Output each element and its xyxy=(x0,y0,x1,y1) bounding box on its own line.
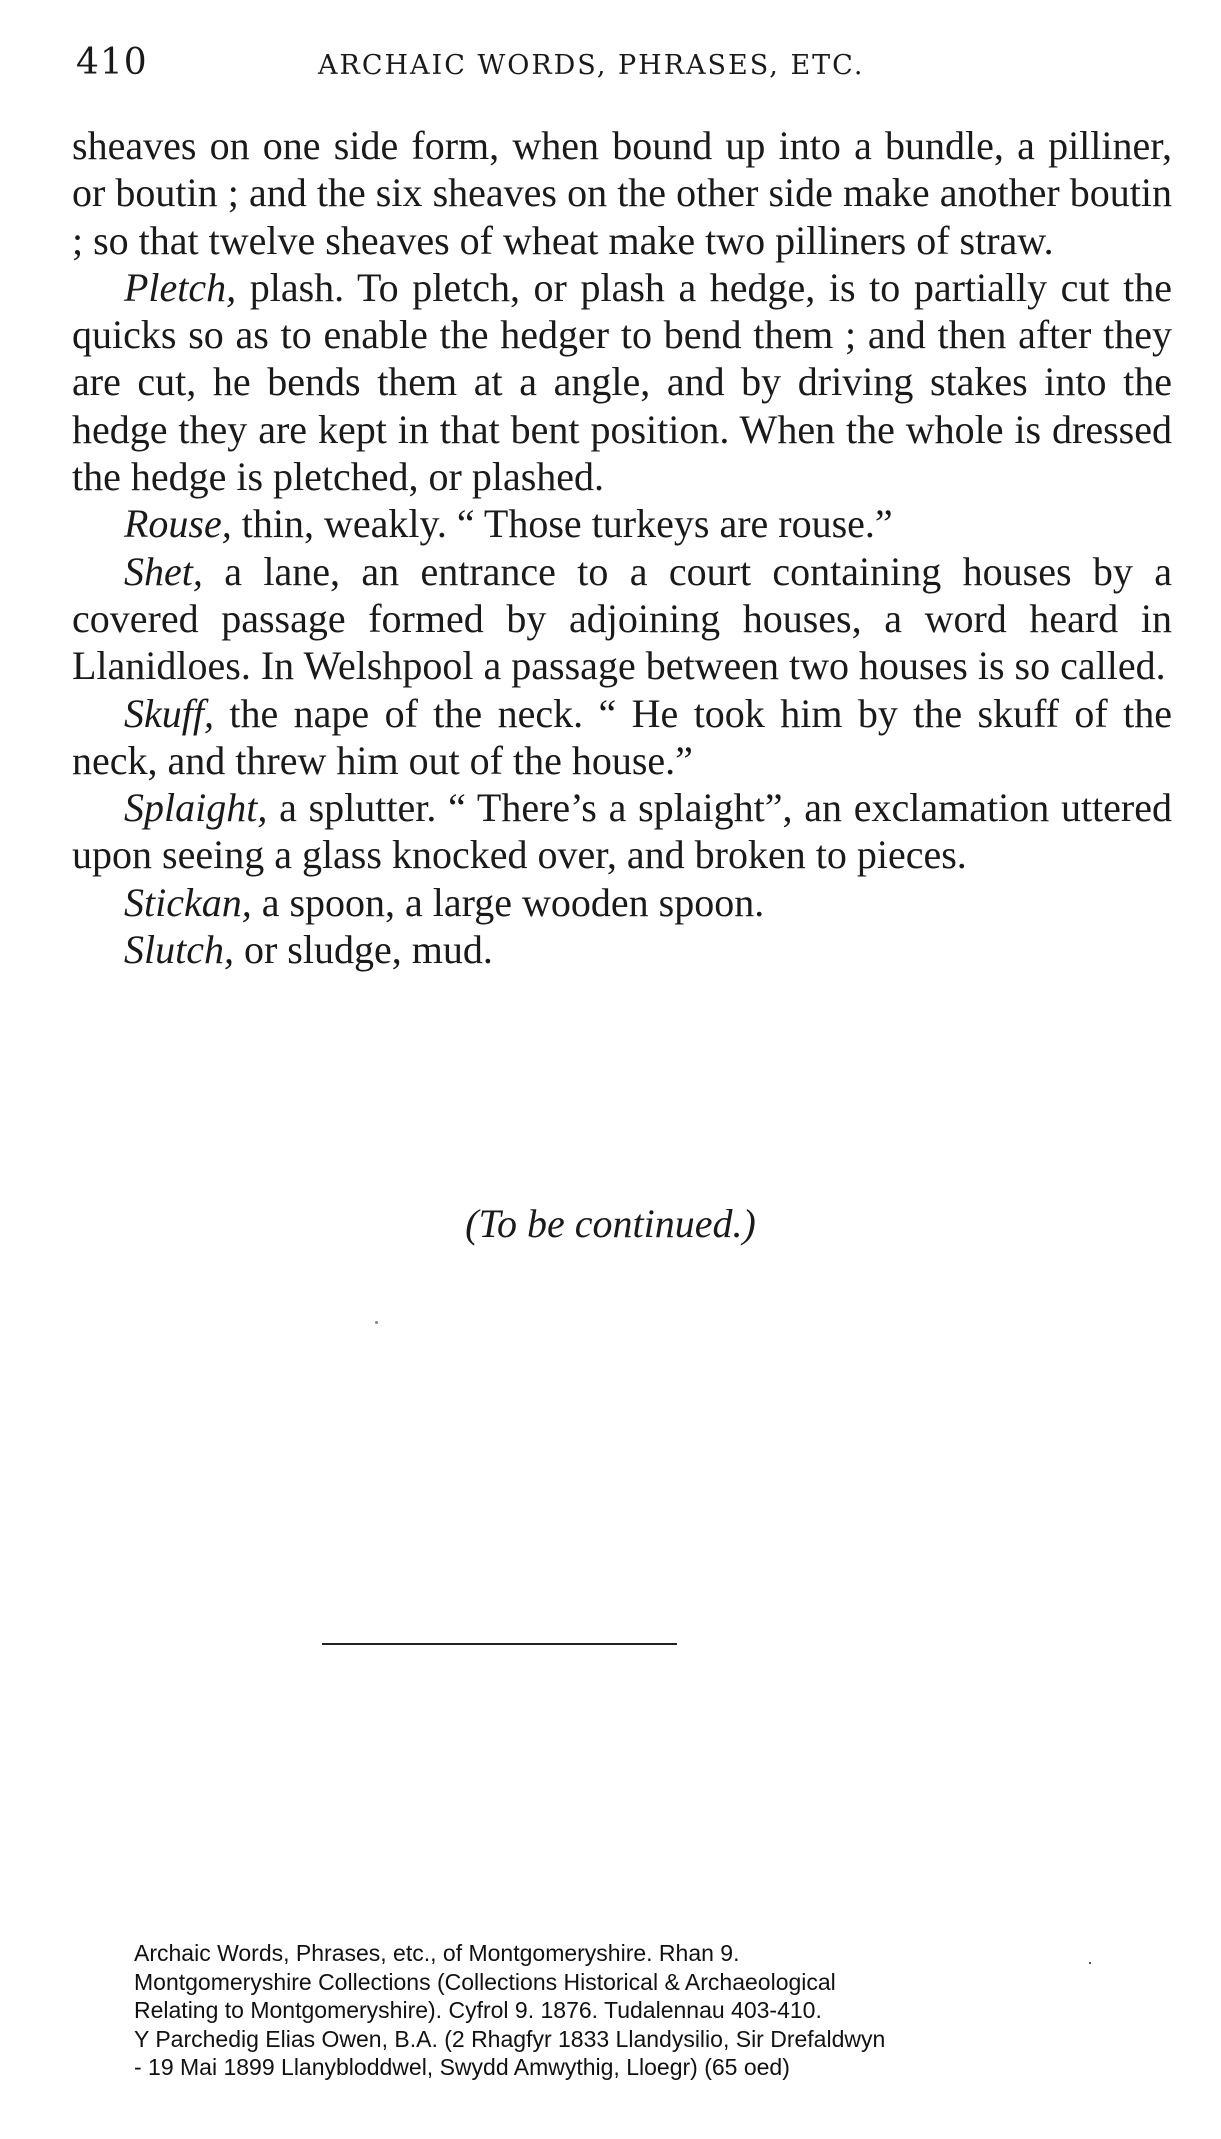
headword: Stickan, xyxy=(124,879,252,925)
citation-line: Relating to Montgomeryshire). Cyfrol 9. 1876. Tudalennau 403-410. xyxy=(134,1997,822,2023)
paragraph-continuation xyxy=(72,122,1172,264)
entry-skuff xyxy=(72,690,1172,785)
citation-footer xyxy=(134,1939,1134,2082)
definition-text: a splutter. “ There’s a splaight”, an exclamation uttered upon seeing a glass knocked over, and broken to pieces. xyxy=(72,785,1172,878)
entry-stickan xyxy=(72,879,1172,926)
definition-text: thin, weakly. “ Those turkeys are rouse.” xyxy=(231,501,893,547)
stray-mark xyxy=(1089,1962,1091,1964)
entry-splaight xyxy=(72,784,1172,879)
running-head: ARCHAIC WORDS, PHRASES, ETC. xyxy=(318,50,865,81)
paragraph-text: sheaves on one side form, when bound up into a bundle, a pilliner, or boutin ; and the six sheaves on the other side make another boutin ; so that twelve sheaves of wheat make two pilliners of straw. xyxy=(72,123,1172,263)
entry-shet xyxy=(72,548,1172,690)
citation-line: Archaic Words, Phrases, etc., of Montgomeryshire. Rhan 9. xyxy=(134,1940,740,1966)
definition-text: a spoon, a large wooden spoon. xyxy=(251,879,765,925)
citation-line: Y Parchedig Elias Owen, B.A. (2 Rhagfyr 1833 Llandysilio, Sir Drefaldwyn xyxy=(134,2025,886,2052)
headword: Slutch, xyxy=(124,927,234,973)
page-number: 410 xyxy=(76,42,148,83)
definition-text: a lane, an entrance to a court containing houses by a covered passage formed by adjoining houses, a word heard in Llanidloes. In Welshpool a passage between two houses is so called. xyxy=(72,548,1172,689)
entry-slutch xyxy=(72,926,1172,973)
citation-line: Montgomeryshire Collections (Collections Historical & Archaeological xyxy=(134,1968,836,1995)
headword: Splaight, xyxy=(124,785,268,831)
citation-line: - 19 Mai 1899 Llanybloddwel, Swydd Amwythig, Lloegr) (65 oed) xyxy=(134,2054,790,2080)
definition-text: plash. To pletch, or plash a hedge, is to partially cut the quicks so as to enable the hedger to bend them ; and then after they are cut, he bends them at a angle, and by driving stakes into the hedge they are kept in that bent position. When the whole is dressed the hedge is pletched, or plashed. xyxy=(72,264,1172,500)
definition-text: the nape of the neck. “ He took him by the skuff of the neck, and threw him out of the house.” xyxy=(72,690,1172,783)
headword: Rouse, xyxy=(124,501,232,547)
definition-text: or sludge, mud. xyxy=(233,927,493,973)
to-be-continued: (To be continued.) xyxy=(465,1201,756,1246)
body-text xyxy=(72,122,1172,973)
headword: Shet, xyxy=(124,548,203,594)
section-rule xyxy=(322,1643,677,1645)
headword: Pletch, xyxy=(124,264,237,310)
headword: Skuff, xyxy=(124,690,214,736)
stray-mark xyxy=(375,1321,378,1324)
entry-rouse xyxy=(72,500,1172,547)
entry-pletch xyxy=(72,264,1172,500)
